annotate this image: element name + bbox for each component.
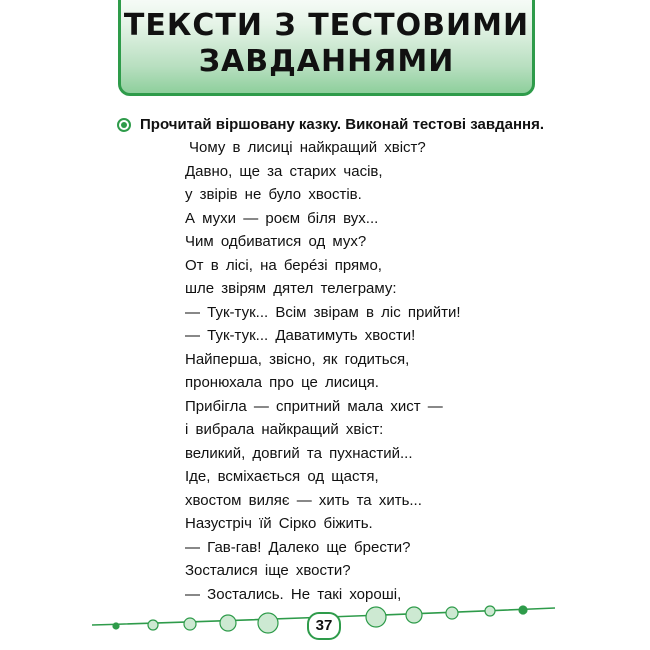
poem-line: пронюхала про це лисиця. bbox=[185, 374, 379, 391]
page-title-line-2: ЗАВДАННЯМИ bbox=[198, 44, 455, 79]
footer-dot bbox=[258, 613, 278, 633]
title-banner bbox=[118, 0, 535, 96]
footer-dot bbox=[220, 615, 236, 631]
footer-dot bbox=[406, 607, 422, 623]
poem-line: — Гав-гав! Далеко ще брести? bbox=[185, 538, 411, 556]
task-instruction bbox=[117, 116, 544, 133]
poem-line: Чому в лисиці найкращий хвіст? bbox=[189, 139, 426, 156]
poem-line: великий, довгий та пухнастий... bbox=[185, 444, 413, 462]
footer-dot bbox=[366, 607, 386, 627]
poem-line: — Тук-тук... Даватимуть хвости! bbox=[185, 327, 416, 344]
footer-dot bbox=[113, 623, 119, 629]
instruction-text: Прочитай віршовану казку. Виконай тестові завдання. bbox=[140, 116, 544, 133]
poem-line: Іде, всміхається од щастя, bbox=[185, 468, 379, 485]
poem-line: у звірів не було хвостів. bbox=[185, 186, 362, 203]
poem-line: Назустріч їй Сірко біжить. bbox=[185, 515, 373, 532]
poem-line: Зосталися іще хвости? bbox=[185, 562, 351, 579]
footer-dot bbox=[148, 620, 158, 630]
footer-dot bbox=[184, 618, 196, 630]
target-bullet-icon bbox=[117, 118, 131, 132]
poem-line: — Зостались. Не такі хороші, bbox=[185, 585, 402, 603]
poem-line: хвостом виляє — хить та хить... bbox=[185, 491, 422, 509]
poem-line: Найперша, звісно, як годиться, bbox=[185, 350, 410, 368]
poem-line: От в лісі, на берéзі прямо, bbox=[185, 256, 382, 274]
poem-line: — Тук-тук... Всім звірам в ліс прийти! bbox=[185, 303, 461, 321]
page-title-line-1: ТЕКСТИ З ТЕСТОВИМИ bbox=[123, 8, 530, 43]
poem-line: шле звірям дятел телеграму: bbox=[185, 280, 397, 297]
footer-dot bbox=[446, 607, 458, 619]
poem-line: Давно, ще за старих часів, bbox=[185, 162, 383, 180]
page-number: 37 bbox=[307, 612, 341, 640]
poem-line: Чим одбиватися од мух? bbox=[185, 233, 367, 250]
footer-dot bbox=[485, 606, 495, 616]
footer-dot bbox=[519, 606, 527, 614]
poem-line: А мухи — роєм біля вух... bbox=[185, 209, 379, 227]
poem-line: Прибігла — спритний мала хист — bbox=[185, 397, 443, 415]
poem-text bbox=[185, 136, 461, 606]
poem-line: і вибрала найкращий хвіст: bbox=[185, 421, 384, 438]
